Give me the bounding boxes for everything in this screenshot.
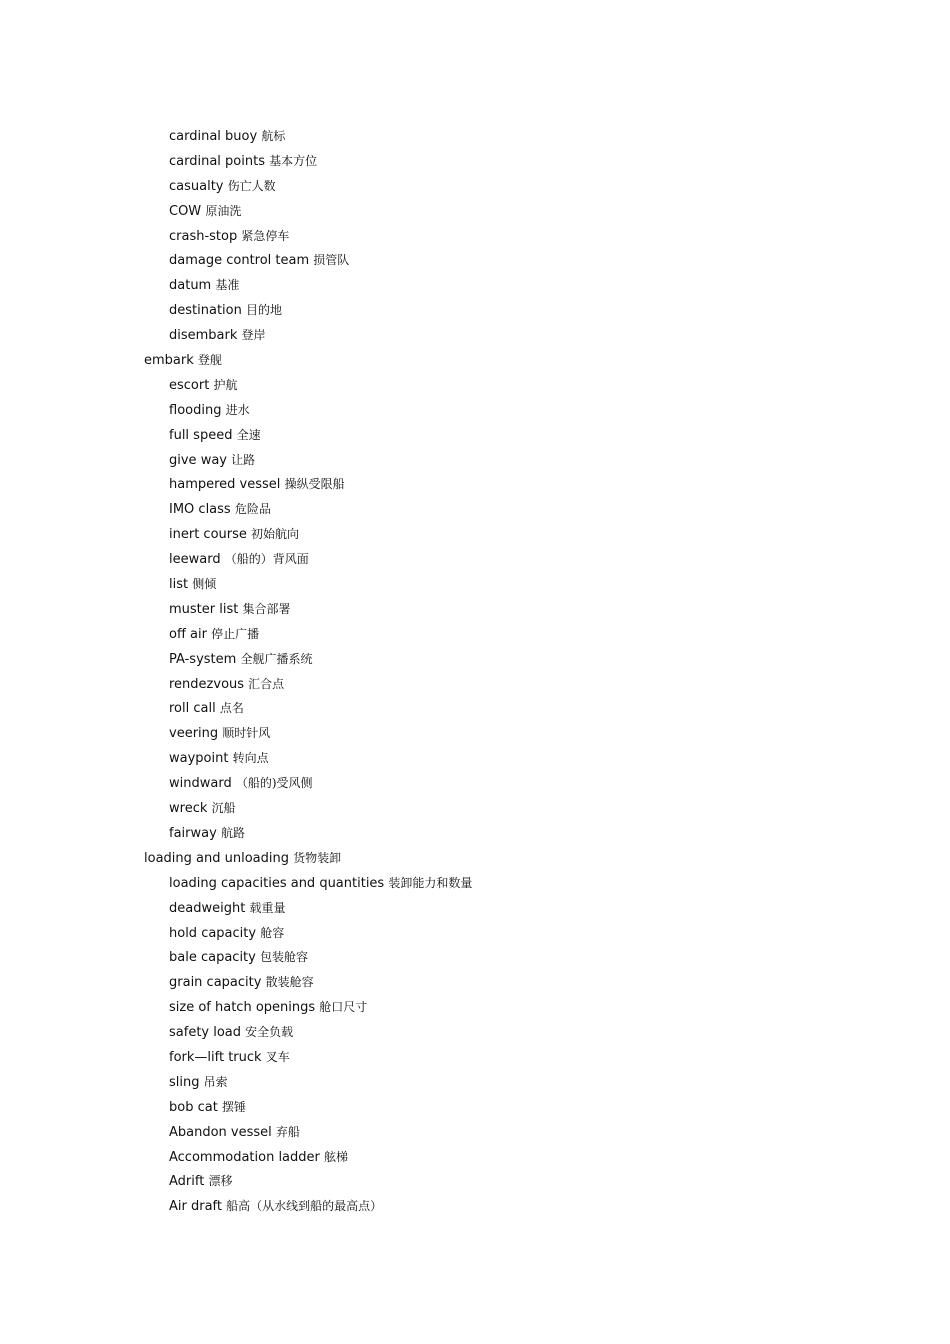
- glossary-entry: [0, 1045, 950, 1070]
- term-english: crash-stop: [169, 228, 238, 244]
- glossary-entry: [0, 149, 950, 174]
- glossary-entry: [0, 1070, 950, 1095]
- term-chinese: 登舰: [197, 353, 222, 368]
- glossary-entry: [0, 821, 950, 846]
- term-english: leeward: [169, 552, 221, 568]
- term-chinese: 原油洗: [205, 203, 242, 218]
- glossary-entry: [0, 896, 950, 921]
- term-chinese: （船的）背风面: [224, 552, 309, 567]
- term-chinese: 停止广播: [211, 626, 260, 641]
- glossary-entry: [0, 921, 950, 946]
- term-english: bob cat: [169, 1099, 218, 1115]
- term-english: loading capacities and quantities: [169, 875, 385, 891]
- term-chinese: 航路: [220, 825, 245, 840]
- term-english: destination: [169, 303, 242, 319]
- term-chinese: 全速: [236, 427, 261, 442]
- term-chinese: 货物装卸: [293, 850, 342, 865]
- term-chinese: 舷梯: [324, 1149, 349, 1164]
- term-english: roll call: [169, 701, 216, 717]
- term-english: IMO class: [169, 502, 231, 518]
- glossary-entry: [0, 1145, 950, 1170]
- term-chinese: 包装舱容: [259, 950, 308, 965]
- term-chinese: 集合部署: [242, 601, 291, 616]
- term-chinese: 吊索: [203, 1074, 228, 1089]
- term-chinese: 初始航向: [251, 527, 300, 542]
- glossary-entry: [0, 1169, 950, 1194]
- glossary-entry: [0, 522, 950, 547]
- term-chinese: 船高（从水线到船的最高点）: [226, 1199, 383, 1214]
- term-chinese: 安全负载: [245, 1025, 294, 1040]
- term-english: cardinal points: [169, 153, 265, 169]
- term-english: escort: [169, 377, 210, 393]
- section-heading: [0, 348, 950, 373]
- term-chinese: 载重量: [249, 900, 286, 915]
- term-english: hampered vessel: [169, 477, 281, 493]
- glossary-entry: [0, 995, 950, 1020]
- term-chinese: 操纵受限船: [284, 477, 345, 492]
- glossary-entry: [0, 248, 950, 273]
- glossary-entry: [0, 1194, 950, 1219]
- glossary-entry: [0, 871, 950, 896]
- term-chinese: 损管队: [313, 253, 350, 268]
- glossary-entry: [0, 323, 950, 348]
- term-english: windward: [169, 776, 232, 792]
- glossary-entry: [0, 472, 950, 497]
- term-chinese: 转向点: [232, 751, 269, 766]
- term-english: damage control team: [169, 253, 310, 269]
- term-english: sling: [169, 1074, 200, 1090]
- term-english: muster list: [169, 601, 239, 617]
- term-chinese: 护航: [213, 377, 238, 392]
- glossary-entry: [0, 1095, 950, 1120]
- glossary-entry: [0, 1120, 950, 1145]
- glossary-entry: [0, 696, 950, 721]
- term-chinese: 舱口尺寸: [319, 1000, 368, 1015]
- term-chinese: 伤亡人数: [227, 178, 276, 193]
- term-english: cardinal buoy: [169, 129, 258, 144]
- term-chinese: 进水: [225, 402, 250, 417]
- term-chinese: 顺时针风: [222, 726, 271, 741]
- glossary-entry: [0, 298, 950, 323]
- glossary-entry: [0, 199, 950, 224]
- term-chinese: 目的地: [245, 303, 282, 318]
- term-english: veering: [169, 726, 219, 742]
- glossary-entry: [0, 572, 950, 597]
- term-english: list: [169, 577, 189, 593]
- term-chinese: 基准: [215, 278, 240, 293]
- term-english: COW: [169, 203, 202, 219]
- term-chinese: 基本方位: [269, 153, 318, 168]
- term-english: Air draft: [169, 1199, 222, 1215]
- term-chinese: 全舰广播系统: [240, 651, 313, 666]
- term-english: give way: [169, 452, 227, 468]
- term-english: bale capacity: [169, 950, 256, 966]
- term-chinese: 让路: [231, 452, 256, 467]
- term-chinese: 弃船: [275, 1124, 300, 1139]
- term-english: fairway: [169, 825, 217, 841]
- glossary-entry: [0, 970, 950, 995]
- term-english: wreck: [169, 801, 208, 817]
- term-chinese: 摆锤: [221, 1099, 246, 1114]
- term-english: deadweight: [169, 900, 246, 916]
- term-chinese: 登岸: [241, 328, 266, 343]
- term-english: loading and unloading: [144, 850, 289, 866]
- section-heading: [0, 846, 950, 871]
- term-english: rendezvous: [169, 676, 245, 692]
- term-english: embark: [144, 353, 194, 369]
- glossary-entry: [0, 771, 950, 796]
- glossary-entry: [0, 597, 950, 622]
- term-english: Adrift: [169, 1174, 205, 1190]
- glossary-entry: [0, 746, 950, 771]
- glossary-entry: [0, 647, 950, 672]
- glossary-entry: [0, 547, 950, 572]
- glossary-entry: [0, 224, 950, 249]
- term-english: inert course: [169, 527, 247, 543]
- term-chinese: 舱容: [260, 925, 285, 940]
- term-english: grain capacity: [169, 975, 262, 991]
- term-chinese: 散装舱容: [265, 975, 314, 990]
- glossary-entry: [0, 622, 950, 647]
- term-english: flooding: [169, 402, 222, 418]
- glossary-list: [0, 124, 950, 1219]
- term-chinese: 侧倾: [192, 577, 217, 592]
- term-english: fork—lift truck: [169, 1049, 262, 1065]
- glossary-entry: [0, 497, 950, 522]
- glossary-entry: [0, 273, 950, 298]
- term-english: datum: [169, 278, 212, 294]
- term-english: PA-system: [169, 651, 237, 667]
- term-chinese: 危险品: [234, 502, 271, 517]
- glossary-entry: [0, 398, 950, 423]
- term-chinese: 沉船: [211, 801, 236, 816]
- term-english: casualty: [169, 178, 224, 194]
- glossary-entry: [0, 423, 950, 448]
- term-english: safety load: [169, 1025, 242, 1041]
- term-english: waypoint: [169, 751, 229, 767]
- glossary-entry: [0, 373, 950, 398]
- term-english: Abandon vessel: [169, 1124, 272, 1140]
- term-english: disembark: [169, 328, 238, 344]
- glossary-entry: [0, 672, 950, 697]
- term-english: size of hatch openings: [169, 1000, 316, 1016]
- term-chinese: 漂移: [208, 1174, 233, 1189]
- glossary-entry: [0, 945, 950, 970]
- term-chinese: （船的)受风侧: [235, 776, 313, 791]
- term-chinese: 紧急停车: [241, 228, 290, 243]
- term-english: full speed: [169, 427, 233, 443]
- term-chinese: 装卸能力和数量: [388, 875, 473, 890]
- term-chinese: 点名: [219, 701, 244, 716]
- term-chinese: 汇合点: [248, 676, 285, 691]
- glossary-entry: [0, 448, 950, 473]
- term-english: Accommodation ladder: [169, 1149, 320, 1165]
- glossary-entry: [0, 721, 950, 746]
- glossary-entry: [0, 124, 950, 149]
- term-english: hold capacity: [169, 925, 257, 941]
- glossary-entry: [0, 174, 950, 199]
- term-chinese: 叉车: [265, 1049, 290, 1064]
- term-chinese: 航标: [261, 129, 286, 143]
- glossary-entry: [0, 796, 950, 821]
- term-english: off air: [169, 626, 207, 642]
- glossary-entry: [0, 1020, 950, 1045]
